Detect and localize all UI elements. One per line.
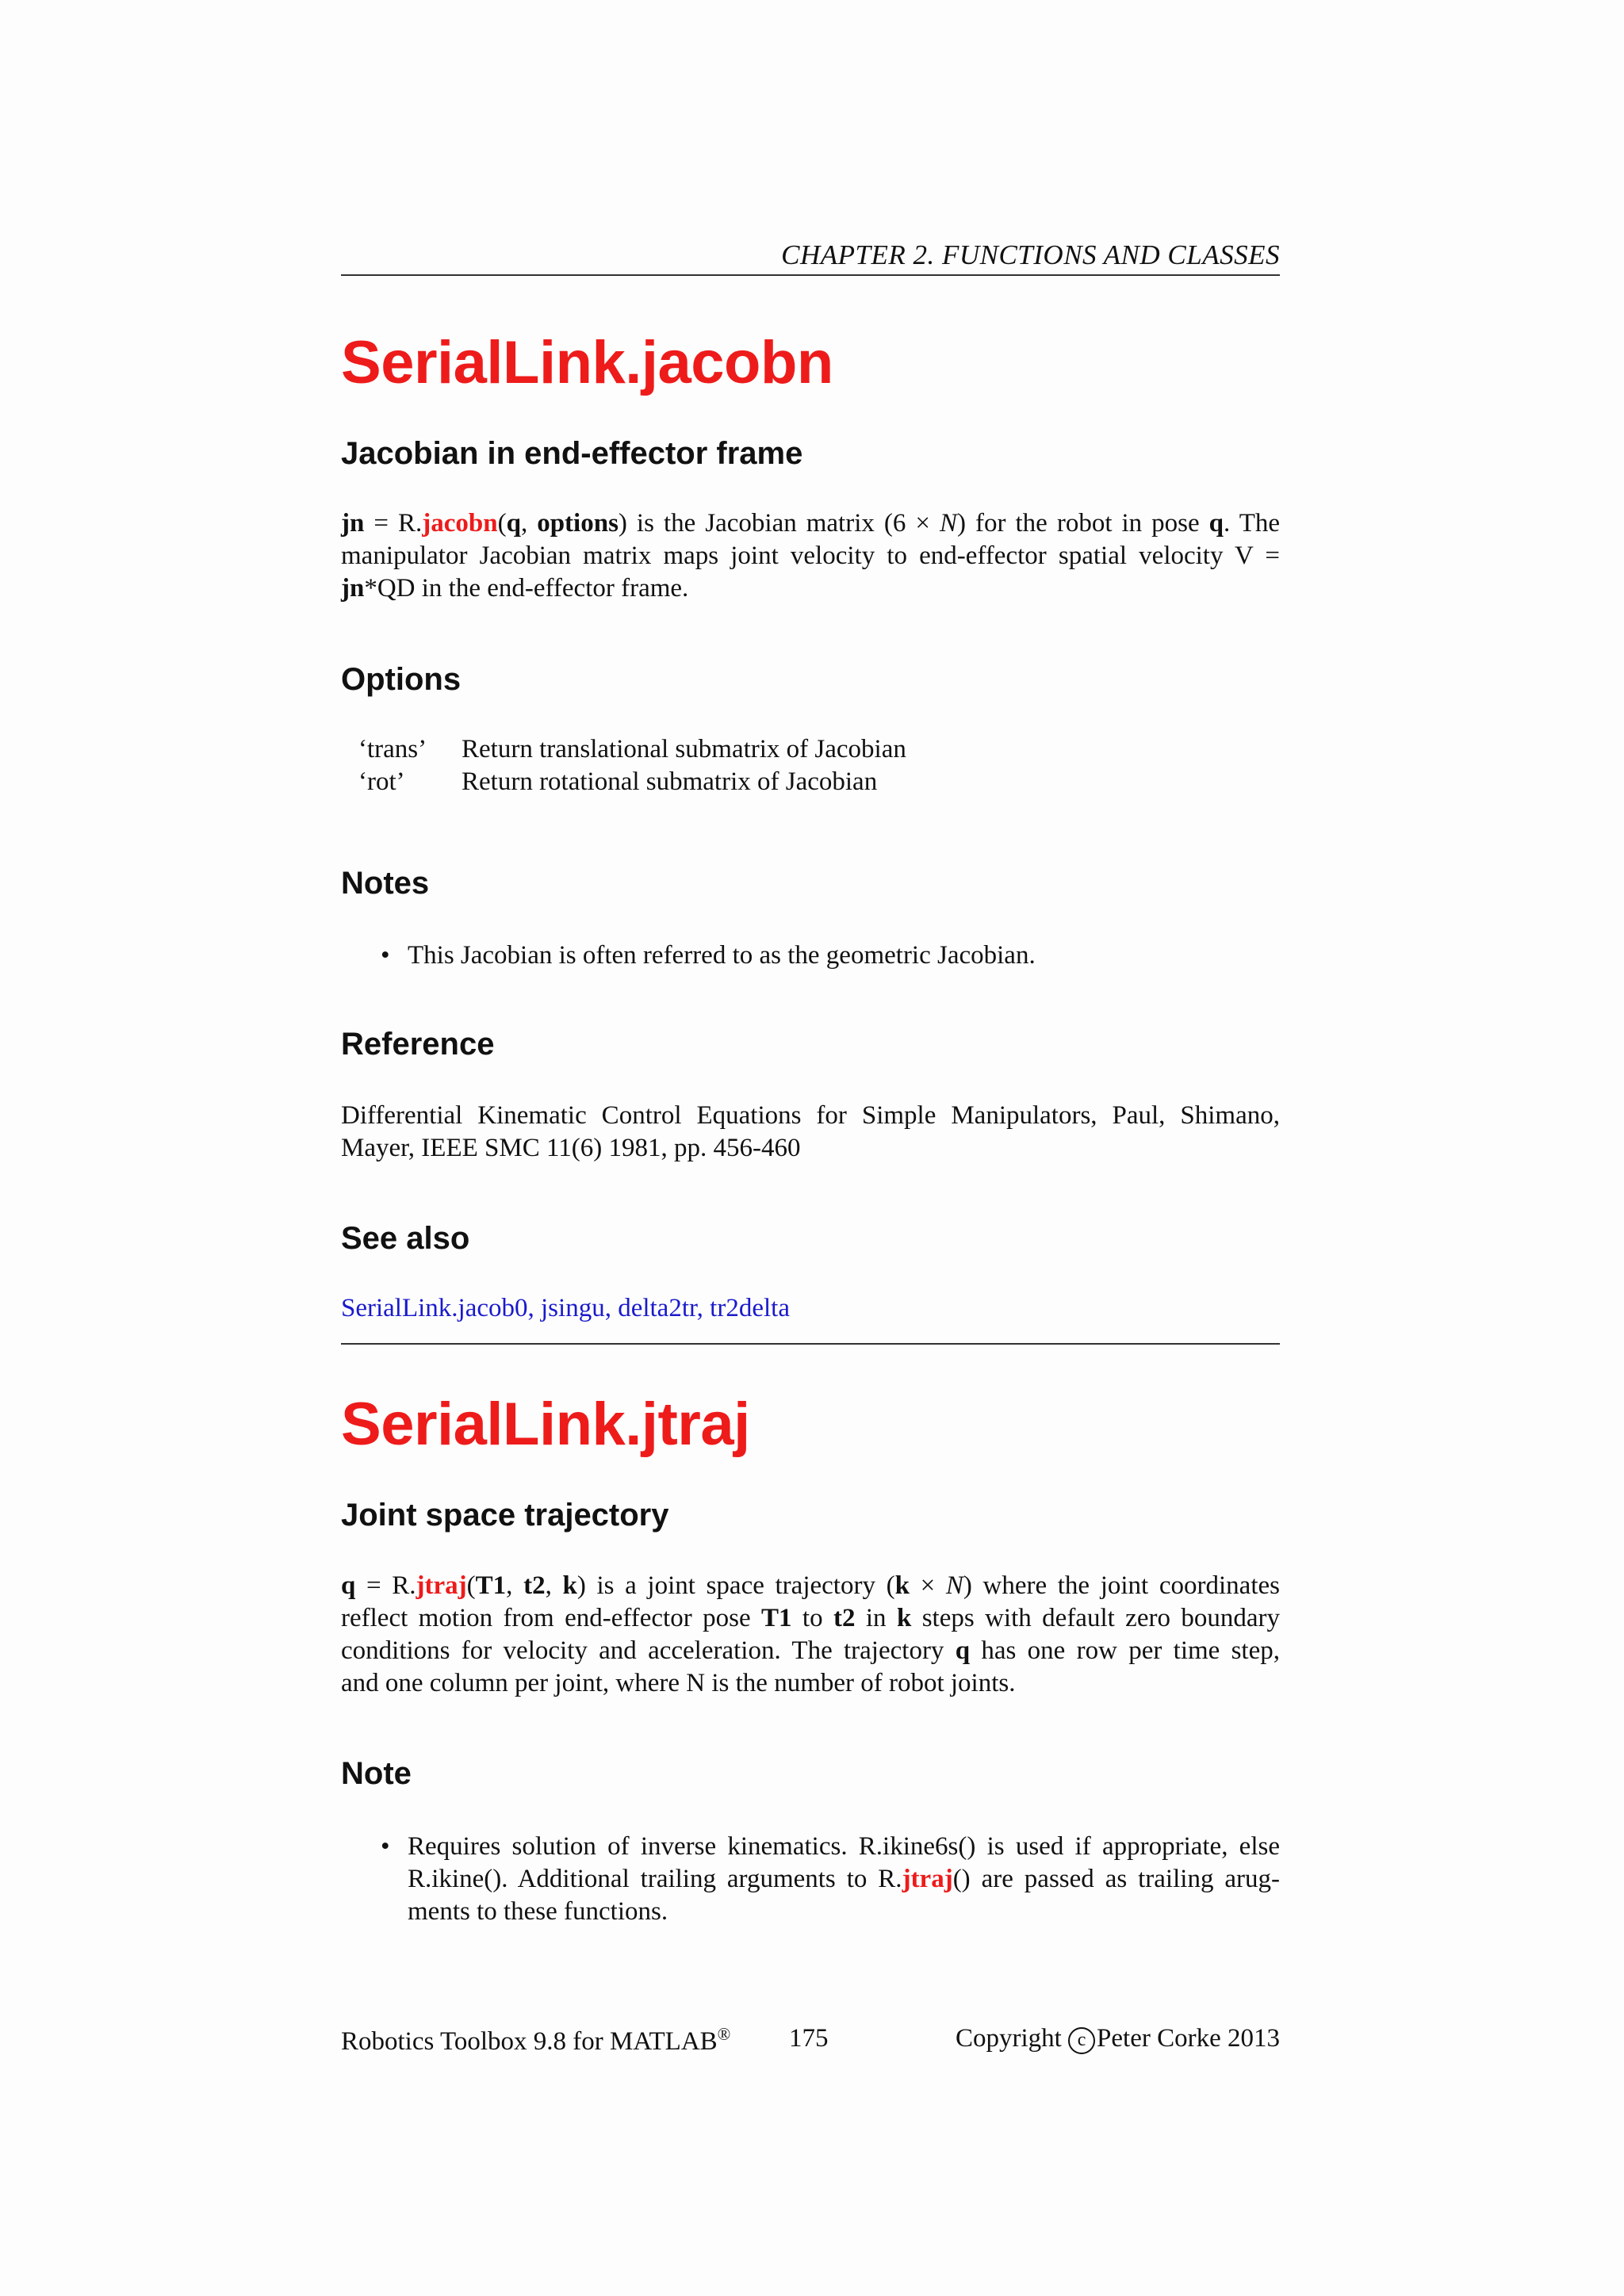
section-subtitle-jtraj: Joint space trajectory — [341, 1498, 669, 1533]
page-number: 175 — [789, 2024, 829, 2053]
bullet-icon: • — [381, 941, 390, 970]
footer-copyright: Copyright c Peter Corke 2013 — [955, 2024, 1280, 2053]
note-line-2: R.ikine(). Additional trailing arguments to R.jtraj() are passed as trailing arug- — [408, 1865, 1280, 1893]
registered-mark: ® — [717, 2024, 731, 2044]
reference-line-1: Differential Kinematic Control Equations for Simple Manipulators, Paul, Shimano, — [341, 1101, 1280, 1130]
header-rule — [341, 274, 1280, 276]
jtraj-desc-line-1: q = R.jtraj(T1, t2, k) is a joint space trajectory (k × N) where the joint coordinates — [341, 1571, 1280, 1600]
option-key: ‘trans’ — [358, 735, 427, 763]
jtraj-desc-line-4: and one column per joint, where N is the number of robot joints. — [341, 1669, 1016, 1697]
note-item — [381, 1831, 1280, 1928]
reference-heading: Reference — [341, 1027, 495, 1062]
jtraj-desc-line-2: reflect motion from end-effector pose T1 to t2 in k steps with default zero boundary — [341, 1604, 1281, 1632]
option-desc: Return translational submatrix of Jacobian — [462, 735, 906, 763]
see-also-heading: See also — [341, 1221, 470, 1256]
notes-heading: Notes — [341, 866, 430, 901]
section-subtitle-jacobn: Jacobian in end-effector frame — [341, 436, 803, 471]
jtraj-desc-line-3: conditions for velocity and acceleration. The trajectory q has one row per time step, — [341, 1636, 1280, 1665]
note-line-3: ments to these functions. — [408, 1897, 668, 1926]
notes-item — [381, 939, 1280, 972]
reference-text — [341, 1100, 1280, 1165]
notes-item-text: This Jacobian is often referred to as the geometric Jacobian. — [408, 941, 1036, 970]
see-also-link-jsingu[interactable]: jsingu — [541, 1294, 605, 1322]
jacobn-desc-line-1: jn = R.jacobn(q, options) is the Jacobian matrix (6 × N) for the robot in pose q. The — [341, 509, 1280, 538]
see-also-links: SerialLink.jacob0, jsingu, delta2tr, tr2delta — [341, 1294, 790, 1322]
see-also-link-jacob0[interactable]: SerialLink.jacob0 — [341, 1294, 528, 1322]
option-row-trans — [358, 733, 906, 766]
footer-title: Robotics Toolbox 9.8 for MATLAB® — [341, 2024, 731, 2056]
section-title-jacobn: SerialLink.jacobn — [341, 329, 833, 396]
note-item-text — [408, 1831, 1280, 1928]
options-heading: Options — [341, 662, 462, 697]
option-row-rot — [358, 766, 906, 798]
see-also-link-delta2tr[interactable]: delta2tr — [618, 1294, 697, 1322]
section-divider — [341, 1343, 1280, 1345]
copyright-icon: c — [1068, 2027, 1095, 2054]
note-heading: Note — [341, 1756, 412, 1791]
jtraj-description — [341, 1570, 1280, 1700]
see-also-link-tr2delta[interactable]: tr2delta — [710, 1294, 790, 1322]
jacobn-desc-line-3: jn*QD in the end-effector frame. — [341, 574, 689, 603]
page-footer — [341, 2024, 1280, 2064]
reference-line-2: Mayer, IEEE SMC 11(6) 1981, pp. 456-460 — [341, 1134, 801, 1162]
jacobn-desc-line-2: manipulator Jacobian matrix maps joint velocity to end-effector spatial velocity V = — [341, 541, 1280, 570]
option-desc: Return rotational submatrix of Jacobian — [462, 767, 878, 796]
running-head: CHAPTER 2. FUNCTIONS AND CLASSES — [781, 239, 1280, 270]
section-title-jtraj: SerialLink.jtraj — [341, 1391, 750, 1458]
note-line-1: Requires solution of inverse kinematics. R.ikine6s() is used if appropriate, else — [408, 1832, 1280, 1861]
option-key: ‘rot’ — [358, 767, 405, 796]
options-table — [358, 733, 906, 798]
bullet-icon: • — [381, 1832, 390, 1861]
jacobn-description — [341, 507, 1280, 605]
